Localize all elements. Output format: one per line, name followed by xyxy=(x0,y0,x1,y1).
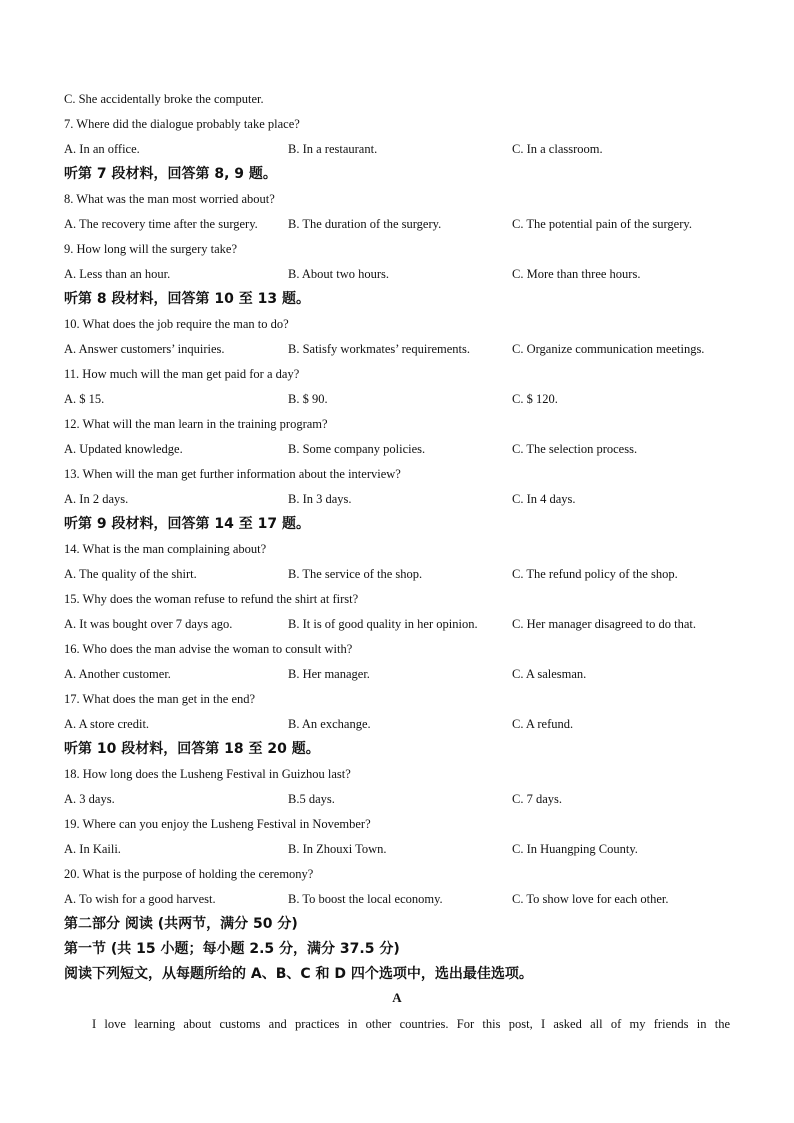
passage-title: A xyxy=(392,990,402,1005)
answer-option: A. In an office. xyxy=(64,142,140,156)
answer-option: A. Updated knowledge. xyxy=(64,442,183,456)
question-text: 18. How long does the Lusheng Festival in Guizhou last? xyxy=(64,767,351,781)
section-heading: 听第 8 段材料，回答第 10 至 13 题。 xyxy=(64,291,310,307)
question-text: 13. When will the man get further information about the interview? xyxy=(64,467,401,481)
answer-option: B. $ 90. xyxy=(288,392,328,406)
answer-option: A. It was bought over 7 days ago. xyxy=(64,617,233,631)
answer-option: C. The refund policy of the shop. xyxy=(512,567,678,581)
question-text: 17. What does the man get in the end? xyxy=(64,692,256,706)
answer-option: C. In 4 days. xyxy=(512,492,576,506)
answer-option: C. The potential pain of the surgery. xyxy=(512,217,692,231)
answer-option: A. The recovery time after the surgery. xyxy=(64,217,258,231)
answer-option: C. To show love for each other. xyxy=(512,892,669,906)
section-heading: 听第 9 段材料，回答第 14 至 17 题。 xyxy=(64,516,310,532)
answer-option: C. 7 days. xyxy=(512,792,562,806)
answer-option: A. Less than an hour. xyxy=(64,267,171,281)
answer-option: A. Answer customers’ inquiries. xyxy=(64,342,225,356)
answer-option: C. A refund. xyxy=(512,717,574,731)
section-heading: 第二部分 阅读 (共两节，满分 50 分) xyxy=(64,916,298,932)
answer-option: B. It is of good quality in her opinion. xyxy=(288,617,478,631)
question-text: 8. What was the man most worried about? xyxy=(64,192,275,206)
answer-option: B. An exchange. xyxy=(288,717,371,731)
answer-option: A. $ 15. xyxy=(64,392,105,406)
answer-option: B. The service of the shop. xyxy=(288,567,423,581)
question-text: 11. How much will the man get paid for a day? xyxy=(64,367,300,381)
section-heading: 阅读下列短文，从每题所给的 A、B、C 和 D 四个选项中，选出最佳选项。 xyxy=(64,966,533,982)
answer-option: B. Her manager. xyxy=(288,667,370,681)
passage-paragraph: I love learning about customs and practices in other countries. For this post, I asked all of my friends in the xyxy=(92,1017,730,1031)
section-heading: 第一节 (共 15 小题；每小题 2.5 分，满分 37.5 分) xyxy=(64,941,400,957)
question-text: 14. What is the man complaining about? xyxy=(64,542,267,556)
question-text: C. She accidentally broke the computer. xyxy=(64,92,264,106)
answer-option: B. The duration of the surgery. xyxy=(288,217,442,231)
answer-option: B. To boost the local economy. xyxy=(288,892,443,906)
question-text: 10. What does the job require the man to do? xyxy=(64,317,289,331)
question-text: 16. Who does the man advise the woman to consult with? xyxy=(64,642,353,656)
answer-option: A. The quality of the shirt. xyxy=(64,567,197,581)
answer-option: A. In Kaili. xyxy=(64,842,121,856)
question-text: 20. What is the purpose of holding the ceremony? xyxy=(64,867,314,881)
answer-option: C. Organize communication meetings. xyxy=(512,342,705,356)
question-text: 7. Where did the dialogue probably take place? xyxy=(64,117,300,131)
answer-option: B. In 3 days. xyxy=(288,492,352,506)
answer-option: C. Her manager disagreed to do that. xyxy=(512,617,696,631)
question-text: 19. Where can you enjoy the Lusheng Festival in November? xyxy=(64,817,371,831)
question-text: 12. What will the man learn in the training program? xyxy=(64,417,328,431)
answer-option: B. About two hours. xyxy=(288,267,390,281)
answer-option: B. In a restaurant. xyxy=(288,142,378,156)
answer-option: C. In Huangping County. xyxy=(512,842,638,856)
section-heading: 听第 10 段材料，回答第 18 至 20 题。 xyxy=(64,741,320,757)
answer-option: B.5 days. xyxy=(288,792,335,806)
answer-option: C. $ 120. xyxy=(512,392,558,406)
section-heading: 听第 7 段材料，回答第 8, 9 题。 xyxy=(64,166,277,182)
answer-option: C. The selection process. xyxy=(512,442,638,456)
answer-option: B. In Zhouxi Town. xyxy=(288,842,387,856)
answer-option: B. Some company policies. xyxy=(288,442,426,456)
answer-option: C. A salesman. xyxy=(512,667,587,681)
answer-option: A. 3 days. xyxy=(64,792,115,806)
question-text: 9. How long will the surgery take? xyxy=(64,242,237,256)
question-text: 15. Why does the woman refuse to refund the shirt at first? xyxy=(64,592,359,606)
answer-option: A. A store credit. xyxy=(64,717,150,731)
answer-option: A. Another customer. xyxy=(64,667,171,681)
answer-option: B. Satisfy workmates’ requirements. xyxy=(288,342,471,356)
answer-option: A. To wish for a good harvest. xyxy=(64,892,216,906)
answer-option: A. In 2 days. xyxy=(64,492,129,506)
answer-option: C. More than three hours. xyxy=(512,267,641,281)
answer-option: C. In a classroom. xyxy=(512,142,603,156)
